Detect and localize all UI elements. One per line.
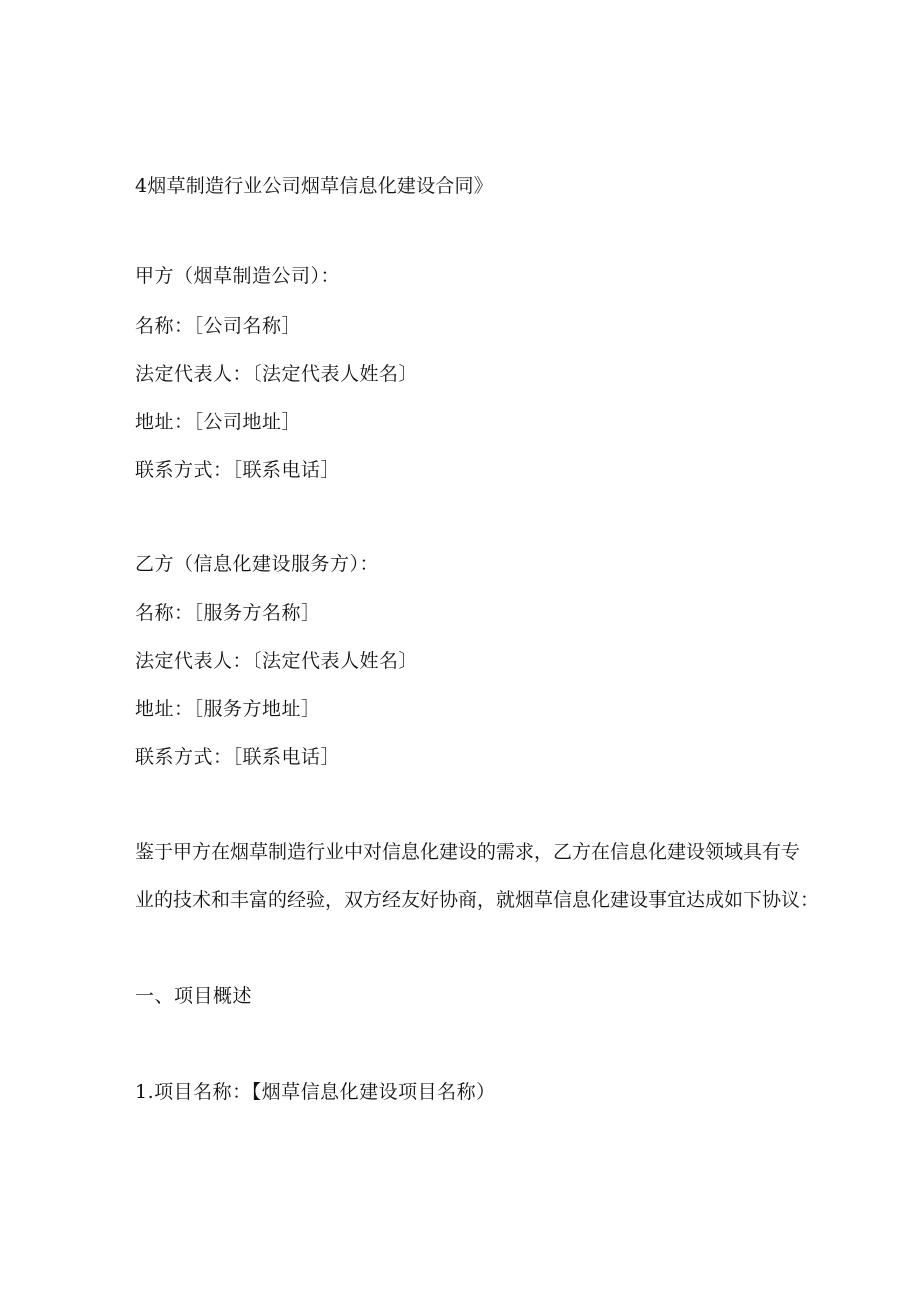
preamble-line: 业的技术和丰富的经验，双方经友好协商，就烟草信息化建设事宜达成如下协议： (135, 889, 820, 911)
party-a-contact: 联系方式：［联系电话］ (135, 459, 341, 481)
party-a-address: 地址：［公司地址］ (135, 411, 302, 433)
party-a-name: 名称：［公司名称］ (135, 315, 302, 337)
preamble-line: 鉴于甲方在烟草制造行业中对信息化建设的需求，乙方在信息化建设领域具有专 (135, 841, 801, 863)
section-heading: 一、项目概述 (135, 985, 253, 1007)
document-title: 4烟草制造行业公司烟草信息化建设合同》 (135, 175, 493, 197)
party-b-representative: 法定代表人：〔法定代表人姓名〕 (135, 650, 419, 672)
party-a-heading: 甲方（烟草制造公司）： (135, 265, 341, 287)
party-a-representative: 法定代表人：〔法定代表人姓名〕 (135, 363, 419, 385)
section-item: 1.项目名称：【烟草信息化建设项目名称） (135, 1081, 496, 1103)
party-b-contact: 联系方式：［联系电话］ (135, 746, 341, 768)
party-b-name: 名称：［服务方名称］ (135, 602, 321, 624)
party-b-heading: 乙方（信息化建设服务方）： (135, 553, 380, 575)
party-b-address: 地址：［服务方地址］ (135, 698, 321, 720)
